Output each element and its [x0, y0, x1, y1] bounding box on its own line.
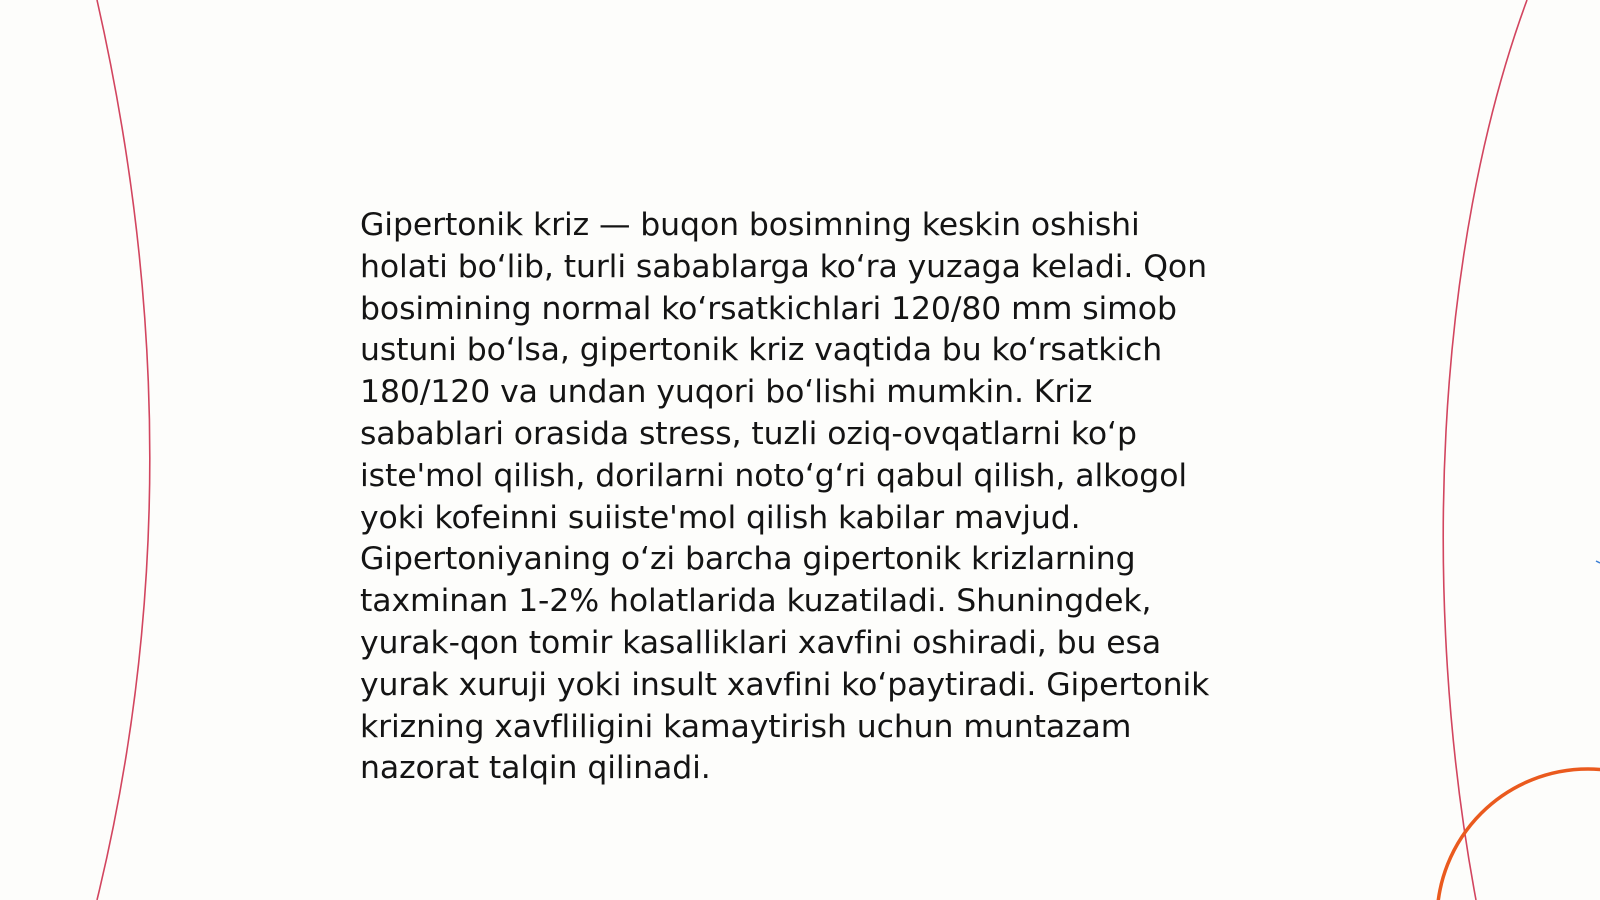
orange-ring	[1437, 769, 1600, 900]
body-text: Gipertonik kriz — buqon bosimning keskin oshishi holati boʻlib, turli sabablarga koʻra yuzaga keladi. Qon bosimining normal koʻrsatkichlari 120/80 mm simob ustuni boʻlsa, gipertonik kriz vaqtida bu koʻrsatkich 180/120 va undan yuqori boʻlishi mumkin. Kriz sabablari orasida stress, tuzli oziq-ovqatlarni koʻp iste'mol qilish, dorilarni notoʻgʻri qabul qilish, alkogol yoki kofeinni suiiste'mol qilish kabilar mavjud. Gipertoniyaning oʻzi barcha gipertonik krizlarning taxminan 1-2% holatlarida kuzatiladi. Shuningdek, yurak-qon tomir kasalliklari xavfini oshiradi, bu esa yurak xuruji yoki insult xavfini koʻpaytiradi. Gipertonik krizning xavfliligini kamaytirish uchun muntazam nazorat talqin qilinadi.	[360, 207, 1210, 787]
right-curve-line	[1443, 0, 1527, 900]
blue-accent-mark	[1596, 561, 1600, 563]
left-curve-line	[97, 0, 150, 900]
